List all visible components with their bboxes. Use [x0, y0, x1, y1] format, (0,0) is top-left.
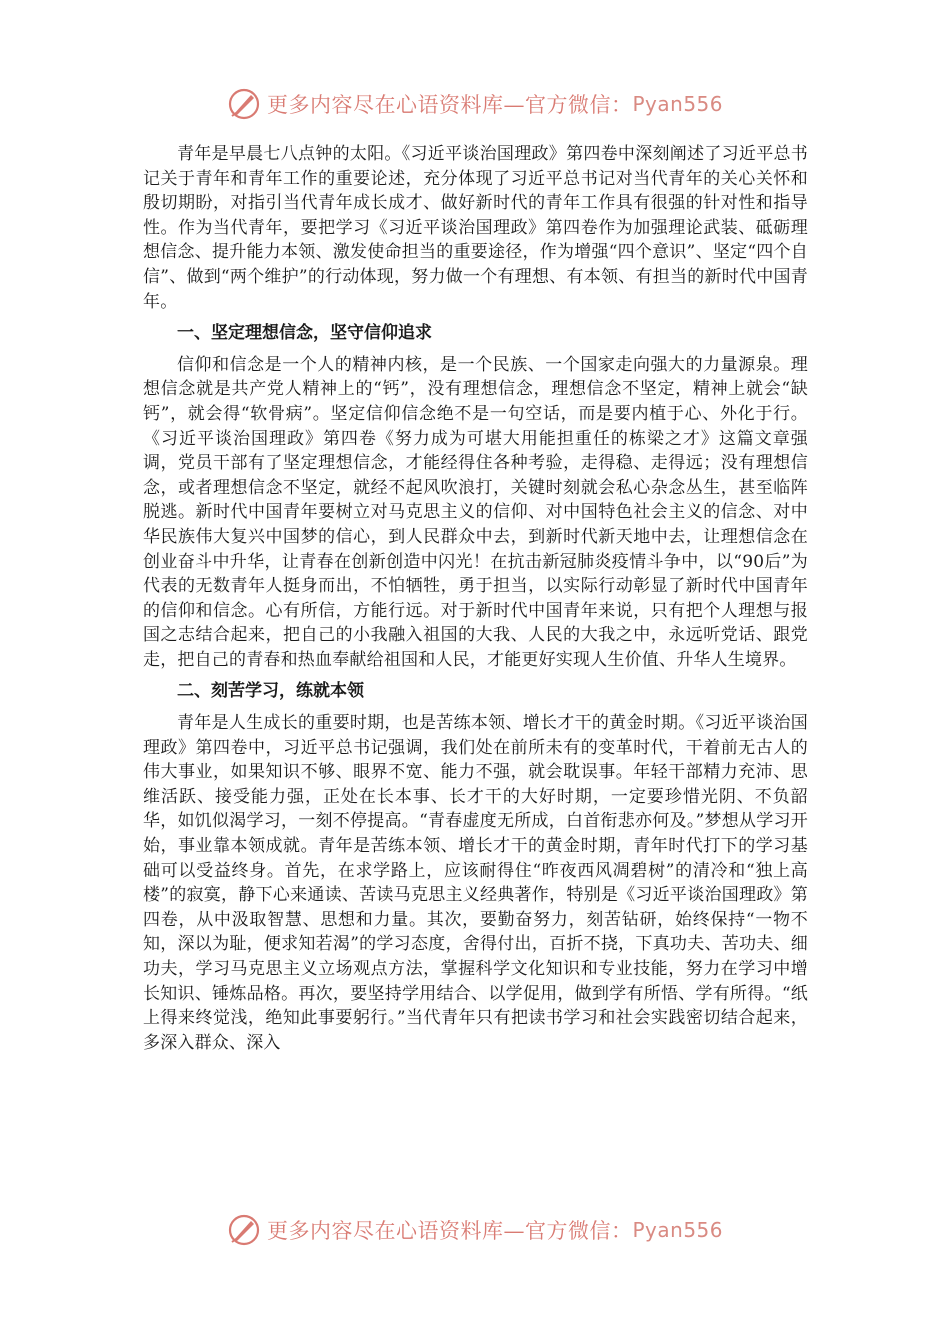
banner-text: 更多内容尽在心语资料库—官方微信： [266, 93, 633, 117]
header-banner [0, 84, 950, 124]
intro-paragraph: 青年是早晨七八点钟的太阳。《习近平谈治国理政》第四卷中深刻阐述了习近平总书记关于青年和青年工作的重要论述，充分体现了习近平总书记对当代青年的关心关怀和殷切期盼，对指引当代青年成长成才、做好新时代的青年工作具有很强的针对性和指导性。作为当代青年，要把学习《习近平谈治国理政》第四卷作为加强理论武装、砥砺理想信念、提升能力本领、激发使命担当的重要途径，作为增强“四个意识”、坚定“四个自信”、做到“两个维护”的行动体现，努力做一个有理想、有本领、有担当的新时代中国青年。 [143, 144, 808, 312]
banner-text: 更多内容尽在心语资料库—官方微信： [266, 1219, 633, 1243]
banner-wechat-id: Pyan556 [632, 92, 723, 116]
quill-logo-icon [227, 87, 261, 121]
banner-wechat-id: Pyan556 [632, 1218, 723, 1242]
section-1-heading: 一、坚定理想信念，坚守信仰追求 [177, 323, 432, 344]
quill-logo-icon [227, 1213, 261, 1247]
section-1-paragraph: 信仰和信念是一个人的精神内核，是一个民族、一个国家走向强大的力量源泉。理想信念就是共产党人精神上的“钙”，没有理想信念，理想信念不坚定，精神上就会“缺钙”，就会得“软骨病”。坚定信仰信念绝不是一句空话，而是要内植于心、外化于行。《习近平谈治国理政》第四卷《努力成为可堪大用能担重任的栋梁之才》这篇文章强调，党员干部有了坚定理想信念，才能经得住各种考验，走得稳、走得远；没有理想信念，或者理想信念不坚定，就经不起风吹浪打，关键时刻就会私心杂念丛生，甚至临阵脱逃。新时代中国青年要树立对马克思主义的信仰、对中国特色社会主义的信念、对中华民族伟大复兴中国梦的信心，到人民群众中去，到新时代新天地中去，让理想信念在创业奋斗中升华，让青春在创新创造中闪光！在抗击新冠肺炎疫情斗争中，以“90后”为代表的无数青年人挺身而出，不怕牺牲，勇于担当，以实际行动彰显了新时代中国青年的信仰和信念。心有所信，方能行远。对于新时代中国青年来说，只有把个人理想与报国之志结合起来，把自己的小我融入祖国的大我、人民的大我之中，永远听党话、跟党走，把自己的青春和热血奉献给祖国和人民，才能更好实现人生价值、升华人生境界。 [143, 354, 808, 670]
section-2-paragraph: 青年是人生成长的重要时期，也是苦练本领、增长才干的黄金时期。《习近平谈治国理政》第四卷中，习近平总书记强调，我们处在前所未有的变革时代，干着前无古人的伟大事业，如果知识不够、眼界不宽、能力不强，就会耽误事。年轻干部精力充沛、思维活跃、接受能力强，正处在长本事、长才干的大好时期，一定要珍惜光阴、不负韶华，如饥似渴学习，一刻不停提高。“青春虚度无所成，白首衔悲亦何及。”梦想从学习开始，事业靠本领成就。青年是苦练本领、增长才干的黄金时期，青年时代打下的学习基础可以受益终身。首先，在求学路上，应该耐得住“昨夜西风凋碧树”的清冷和“独上高楼”的寂寞，静下心来通读、苦读马克思主义经典著作，特别是《习近平谈治国理政》第四卷，从中汲取智慧、思想和力量。其次，要勤奋努力，刻苦钻研，始终保持“一物不知，深以为耻，便求知若渴”的学习态度，舍得付出，百折不挠，下真功夫、苦功夫、细功夫，学习马克思主义立场观点方法，掌握科学文化知识和专业技能，努力在学习中增长知识、锤炼品格。再次，要坚持学用结合、以学促用，做到学有所悟、学有所得。“纸上得来终觉浅，绝知此事要躬行。”当代青年只有把读书学习和社会实践密切结合起来，多深入群众、深入 [143, 713, 808, 1053]
document-body [143, 142, 808, 1055]
footer-banner [0, 1210, 950, 1250]
section-2-heading: 二、刻苦学习，练就本领 [177, 681, 364, 702]
